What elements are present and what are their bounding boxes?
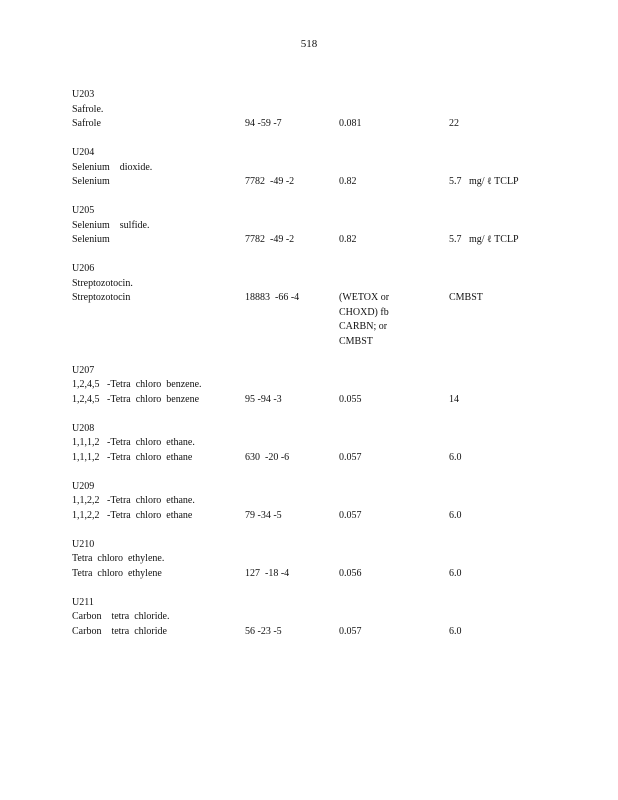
- cas-number: 18883 -66 -4: [245, 292, 300, 303]
- waste-code: U204: [72, 147, 95, 158]
- waste-code: U209: [72, 480, 95, 492]
- waste-title: 1,1,1,2 -Tetra chloro ethane.: [72, 437, 195, 448]
- waste-title: 1,2,4,5 -Tetra chloro benzene.: [72, 379, 202, 390]
- waste-code: U208: [72, 422, 95, 434]
- waste-code: U203: [72, 89, 95, 100]
- constituent-name: Selenium: [72, 176, 110, 187]
- wastewater-standard: 0.057: [339, 451, 362, 463]
- nonwastewater-standard: 14: [449, 393, 459, 405]
- waste-entry-u211: [72, 596, 592, 640]
- waste-entry-u205: [72, 204, 592, 248]
- constituent-row: [72, 393, 592, 408]
- cas-number: 127 -18 -4: [245, 567, 290, 579]
- constituent-row: [72, 509, 592, 524]
- waste-code: U205: [72, 205, 95, 216]
- constituent-name: 1,1,2,2 -Tetra chloro ethane: [72, 509, 193, 521]
- page-number: 518: [300, 38, 318, 50]
- cas-number: 94 -59 -7: [245, 118, 282, 129]
- constituent-row: [72, 117, 592, 132]
- waste-title: Carbon tetra chloride.: [72, 611, 170, 622]
- constituent-name: Tetra chloro ethylene: [72, 567, 162, 579]
- nonwastewater-standard: 6.0: [449, 567, 462, 579]
- wastewater-standard: 0.055: [339, 393, 362, 405]
- cas-number: 95 -94 -3: [245, 393, 282, 405]
- constituent-row: [72, 175, 592, 190]
- cas-number: 79 -34 -5: [245, 509, 282, 521]
- waste-code: U207: [72, 364, 95, 376]
- waste-code: U206: [72, 263, 95, 274]
- constituent-name: 1,1,1,2 -Tetra chloro ethane: [72, 451, 193, 463]
- wastewater-standard: 0.056: [339, 567, 362, 579]
- waste-title: 1,1,2,2 -Tetra chloro ethane.: [72, 495, 195, 506]
- waste-code-list: [72, 88, 592, 639]
- wastewater-standard: 0.057: [339, 625, 362, 637]
- constituent-name: Streptozotocin: [72, 292, 131, 303]
- wastewater-standard: 0.82: [339, 234, 357, 245]
- waste-title: Selenium sulfide.: [72, 219, 150, 231]
- waste-entry-u206: [72, 262, 592, 349]
- wastewater-standard: 0.057: [339, 509, 362, 521]
- waste-title: Streptozotocin.: [72, 277, 133, 289]
- cas-number: 56 -23 -5: [245, 625, 282, 637]
- waste-title: Tetra chloro ethylene.: [72, 553, 165, 564]
- cas-number: 7782 -49 -2: [245, 176, 295, 187]
- constituent-row: [72, 451, 592, 466]
- wastewater-standard: 0.081: [339, 118, 362, 129]
- waste-entry-u203: [72, 88, 592, 132]
- nonwastewater-standard: 6.0: [449, 625, 462, 637]
- cas-number: 630 -20 -6: [245, 451, 290, 463]
- constituent-name: 1,2,4,5 -Tetra chloro benzene: [72, 393, 200, 405]
- cas-number: 7782 -49 -2: [245, 234, 295, 245]
- nonwastewater-standard: 22: [449, 118, 459, 129]
- constituent-row: [72, 625, 592, 640]
- wastewater-technology-code: (WETOX or CHOXD) fb CARBN; or CMBST: [339, 292, 390, 347]
- waste-entry-u210: [72, 538, 592, 582]
- nonwastewater-standard: 5.7 mg/ ℓ TCLP: [449, 176, 519, 187]
- constituent-row: [72, 567, 592, 582]
- waste-entry-u209: [72, 480, 592, 524]
- wastewater-standard: 0.82: [339, 176, 357, 187]
- nonwastewater-standard: 6.0: [449, 451, 462, 463]
- waste-entry-u207: [72, 364, 592, 408]
- constituent-name: Safrole: [72, 118, 101, 129]
- waste-code: U210: [72, 538, 95, 550]
- constituent-name: Carbon tetra chloride: [72, 625, 167, 637]
- nonwastewater-technology-code: CMBST: [449, 292, 483, 303]
- waste-code: U211: [72, 596, 94, 608]
- nonwastewater-standard: 6.0: [449, 509, 462, 521]
- constituent-row: [72, 233, 592, 248]
- waste-title: Safrole.: [72, 103, 104, 115]
- waste-title: Selenium dioxide.: [72, 161, 153, 173]
- constituent-row: [72, 291, 592, 349]
- constituent-name: Selenium: [72, 234, 110, 245]
- waste-entry-u204: [72, 146, 592, 190]
- waste-entry-u208: [72, 422, 592, 466]
- nonwastewater-standard: 5.7 mg/ ℓ TCLP: [449, 234, 519, 245]
